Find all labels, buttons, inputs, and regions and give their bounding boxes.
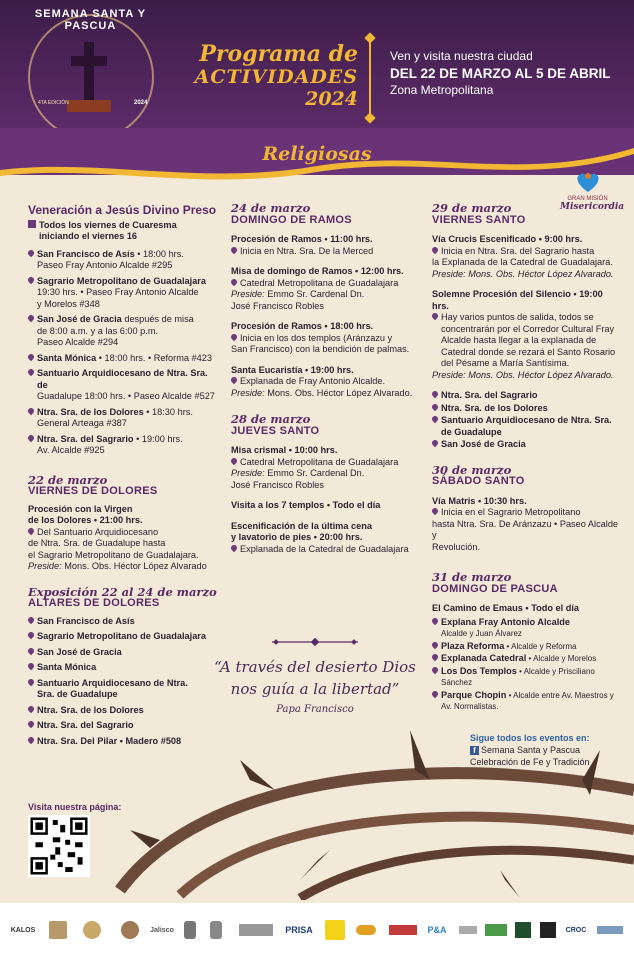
place-name: San José de Gracia	[441, 439, 526, 449]
place-name: Parque Chopin	[441, 689, 507, 700]
event-block	[231, 445, 421, 491]
place-time: • 18:00 hrs. • Reforma #423	[96, 352, 212, 363]
preside-name: Mons. Obs. Héctor López Alvarado.	[468, 268, 614, 279]
quote-text: “A través del desierto Dios nos guía a la libertad”	[214, 658, 416, 698]
location-pin-icon	[28, 354, 34, 362]
place-address: Alcalde y Juan Álvarez	[441, 629, 522, 638]
event-block	[432, 496, 622, 554]
visit-line: Ven y visita nuestra ciudad	[390, 49, 533, 63]
list-item	[432, 653, 622, 665]
location-pin-icon	[432, 667, 438, 675]
preside-name: Mons. Obs. Héctor López Alvarado.	[468, 369, 614, 380]
place-address: 19:30 hrs. • Paseo Fray Antonio Alcalde	[37, 287, 199, 297]
event-logo	[18, 8, 163, 142]
shield-icon	[182, 918, 198, 942]
jueves-title: JUEVES SANTO	[231, 424, 320, 437]
list-item	[28, 368, 218, 403]
location-pin-icon	[28, 679, 34, 687]
place-name: Ntra. Sra. del Sagrario	[37, 720, 134, 730]
preside-name: Emmo Sr. Cardenal Dn.	[267, 289, 365, 299]
event-name: Procesión con la Virgen	[28, 503, 133, 514]
event-location: Revolución.	[432, 541, 481, 552]
visit-info	[390, 48, 611, 99]
column-left	[28, 205, 218, 751]
event-block	[432, 289, 622, 381]
event-name: Visita a los 7 templos • Todo el día	[231, 500, 381, 510]
place-name: de Guadalupe	[441, 426, 502, 437]
section-title: Religiosas	[262, 143, 372, 165]
visit-dates: DEL 22 DE MARZO AL 5 DE ABRIL	[390, 66, 611, 81]
event-location: Catedral Metropolitana de Guadalajara	[240, 456, 399, 467]
veneracion-when-line2: iniciando el viernes 16	[39, 231, 138, 241]
location-pin-icon	[432, 508, 438, 516]
gran-mision-line1: GRAN MISIÓN	[567, 196, 608, 202]
location-pin-icon	[231, 279, 237, 287]
place-name: Santuario Arquidiocesano de Ntra.	[37, 677, 188, 688]
place-time: de 8:00 a.m. y a las 6:00 p.m.	[37, 325, 159, 336]
place-name: Santuario Arquidiocesano de Ntra. Sra.	[441, 415, 612, 425]
column-middle	[231, 203, 421, 564]
viernes-date: 29 de marzo	[432, 201, 512, 215]
place-name: Ntra. Sra. de los Dolores	[37, 704, 144, 715]
location-pin-icon	[432, 440, 438, 448]
list-item	[28, 647, 218, 659]
event-block	[231, 500, 421, 512]
program-title	[190, 42, 358, 110]
event-location: el Sagrario Metropolitano de Guadalajara.	[28, 549, 199, 560]
event-name: Vía Matris • 10:30 hrs.	[432, 495, 527, 506]
gran-mision-line2: Misericordia	[560, 202, 625, 212]
place-name: Los Dos Templos	[441, 665, 517, 676]
cross-icon	[67, 42, 111, 112]
ramos-title: DOMINGO DE RAMOS	[231, 213, 352, 226]
event-name: Misa de domingo de Ramos • 12:00 hrs.	[231, 266, 404, 276]
list-item	[28, 407, 218, 430]
calendar-icon	[28, 220, 36, 228]
ornament-divider	[272, 638, 358, 646]
preside-label: Preside:	[432, 369, 466, 380]
place-name: Ntra. Sra. Del Pilar • Madero #508	[37, 735, 182, 746]
event-name: Santa Eucaristía • 19:00 hrs.	[231, 364, 354, 375]
event-block	[432, 234, 622, 280]
place-name: Ntra. Sra. de los Dolores	[37, 406, 144, 417]
event-name: Procesión de Ramos • 11:00 hrs.	[231, 234, 373, 244]
list-item	[432, 617, 622, 640]
place-time: • 18:30 hrs.	[143, 406, 193, 417]
list-item	[432, 666, 622, 689]
location-pin-icon	[28, 632, 34, 640]
event-block	[231, 365, 421, 400]
event-location: Inicia en Ntra. Sra. del Sagrario hasta	[441, 245, 595, 256]
place-address: y Morelos #348	[37, 298, 100, 309]
seal-icon	[80, 918, 104, 942]
preside-label: Preside:	[231, 289, 265, 299]
preside-name: Emmo Sr. Cardenal Dn.	[267, 468, 365, 478]
location-pin-icon	[432, 404, 438, 412]
sponsor-logo	[458, 918, 478, 942]
place-address: • Alcalde entre Av. Maestros y	[506, 690, 614, 700]
place-name: San Francisco de Asís	[37, 615, 135, 626]
place-time: • 18:00 hrs.	[134, 248, 184, 259]
location-pin-icon	[28, 435, 34, 443]
event-block	[231, 321, 421, 356]
event-location: hasta Ntra. Sra. De Aránzazu • Paseo Alcalde y	[432, 518, 619, 540]
event-location: la Explanada de la Catedral de Guadalajara.	[432, 257, 613, 267]
place-time: después de misa	[121, 314, 194, 324]
location-pin-icon	[231, 545, 237, 553]
location-pin-icon	[28, 408, 34, 416]
list-item	[28, 616, 218, 628]
seal-icon	[118, 918, 142, 942]
place-address: Paseo Alcalde #294	[37, 337, 119, 347]
location-pin-icon	[231, 377, 237, 385]
preside-label: Preside:	[432, 268, 466, 279]
visit-zone: Zona Metropolitana	[390, 83, 494, 97]
event-location: Inicia en Ntra. Sra. De la Merced	[240, 245, 374, 256]
veneracion-when-line1: Todos los viernes de Cuaresma	[39, 219, 177, 230]
place-name: Santuario Arquidiocesano de Ntra. Sra. de	[37, 368, 208, 390]
location-pin-icon	[28, 315, 34, 323]
logo-year: 2024	[134, 100, 148, 106]
sponsor-logo	[388, 918, 418, 942]
preside-label: Preside:	[231, 387, 265, 398]
sponsor-logo	[355, 918, 377, 942]
place-name: Sagrario Metropolitano de Guadalajara	[37, 275, 206, 286]
logo-title: SEMANA SANTA Y PASCUA	[34, 8, 147, 32]
place-name: Ntra. Sra. del Sagrario	[37, 433, 134, 444]
list-item	[28, 631, 218, 643]
location-pin-icon	[28, 663, 34, 671]
event-time: y lavatorio de pies • 20:00 hrs.	[231, 532, 363, 542]
follow-title: Sigue todos los eventos en:	[470, 733, 590, 743]
preside-label: Preside:	[231, 468, 265, 478]
location-pin-icon	[432, 416, 438, 424]
place-address: • Alcalde y Morelos	[526, 654, 597, 663]
place-name: Sagrario Metropolitano de Guadalajara	[37, 631, 206, 641]
pascua-title: DOMINGO DE PASCUA	[432, 582, 558, 595]
location-pin-icon	[28, 528, 34, 536]
event-location: Explanada de la Catedral de Guadalajara	[240, 543, 409, 554]
location-pin-icon	[231, 334, 237, 342]
event-location	[432, 312, 622, 370]
location-pin-icon	[28, 706, 34, 714]
program-title-line2: ACTIVIDADES	[194, 66, 358, 88]
list-item	[28, 314, 218, 349]
event-name: Escenificación de la última cena	[231, 520, 372, 531]
event-name: Misa crismal • 10:00 hrs.	[231, 445, 338, 455]
location-pin-icon	[28, 648, 34, 656]
place-name: Ntra. Sra. del Sagrario	[441, 390, 538, 400]
logo-edition: 4TA EDICIÓN	[38, 100, 69, 106]
place-name: Plaza Reforma	[441, 640, 505, 651]
viernes-title: VIERNES SANTO	[432, 213, 526, 226]
place-name: Santa Mónica	[37, 662, 97, 672]
place-name: Sra. de Guadalupe	[37, 689, 118, 699]
event-block	[231, 234, 421, 257]
quote-author: Papa Francisco	[276, 704, 354, 715]
veneracion-when	[28, 220, 218, 243]
event-block	[231, 521, 421, 556]
visit-page-label: Visita nuestra página:	[28, 802, 122, 812]
sponsor-logo: KALOS	[10, 926, 36, 934]
dolores-date: 22 de marzo	[28, 472, 108, 487]
location-pin-icon	[432, 654, 438, 662]
sponsor-logo: PRISA	[285, 925, 313, 935]
sponsor-logo	[484, 918, 508, 942]
sponsor-logo: Jalisco	[150, 926, 174, 934]
cathedral-icon	[238, 918, 274, 942]
place-address: • Alcalde y Prisciliano Sánchez	[441, 666, 595, 687]
location-pin-icon	[28, 277, 34, 285]
list-item	[28, 353, 218, 365]
preside-name: Mons. Obs. Héctor López Alvarado	[61, 561, 207, 571]
altares-title: ALTARES DE DOLORES	[28, 597, 160, 609]
program-title-line1: Programa de	[199, 41, 358, 67]
place-name: Explanada Catedral	[441, 653, 527, 663]
place-name: Ntra. Sra. de los Dolores	[441, 402, 548, 413]
location-pin-icon	[231, 247, 237, 255]
shield-icon	[208, 918, 224, 942]
dolores-title: VIERNES DE DOLORES	[28, 485, 158, 497]
event-block	[231, 266, 421, 312]
sabado-date: 30 de marzo	[432, 462, 512, 477]
event-location: Catedral Metropolitana de Guadalajara	[240, 277, 399, 288]
qr-code[interactable]	[28, 815, 90, 877]
ramos-date: 24 de marzo	[231, 201, 311, 215]
list-item	[432, 439, 622, 451]
location-pin-icon	[28, 250, 34, 258]
place-name: San José de Gracia	[37, 314, 122, 324]
list-item	[432, 403, 622, 415]
sponsor-logo: CROC	[565, 926, 587, 934]
church-icon	[46, 918, 70, 942]
event-description: Hay varios puntos de salida, todos se concentrarán por el Corredor Cultural Fray Alcalde hasta llegar a la explanada de Catedral donde se rezará el Santo Rosario del Pésame a María Santísima.	[441, 312, 616, 368]
altares-date: Exposición 22 al 24 de marzo	[28, 584, 217, 599]
place-address: • Alcalde y Reforma	[504, 641, 577, 651]
facebook-page-name: Semana Santa y Pascua	[481, 745, 581, 755]
preside-name: Mons. Obs. Héctor López Alvarado.	[267, 387, 413, 398]
event-location: San Francisco) con la bendición de palmas.	[231, 344, 410, 354]
list-item	[28, 705, 218, 717]
place-name: Explana Fray Antonio Alcalde	[441, 616, 570, 627]
quote-block	[200, 656, 430, 715]
place-name: San José de Gracia	[37, 646, 122, 657]
event-time: de los Dolores • 21:00 hrs.	[28, 515, 143, 525]
dolores-event	[28, 504, 218, 573]
list-item	[28, 249, 218, 272]
event-location: Inicia en los dos templos (Aránzazu y	[240, 332, 393, 343]
place-address: Guadalupe 18:00 hrs. • Paseo Alcalde #527	[37, 391, 215, 401]
place-address: General Arteaga #387	[37, 418, 127, 428]
pascua-date: 31 de marzo	[432, 570, 512, 584]
location-pin-icon	[28, 617, 34, 625]
facebook-icon: f	[470, 746, 479, 755]
list-item	[432, 690, 622, 713]
event-location: Del Santuario Arquidiocesano	[37, 526, 159, 537]
sponsor-logo	[539, 918, 557, 942]
sponsor-logo	[324, 918, 346, 942]
list-item	[28, 276, 218, 311]
location-pin-icon	[432, 247, 438, 255]
veneracion-title: Veneración a Jesús Divino Preso	[28, 203, 217, 217]
list-item	[432, 641, 622, 653]
heart-icon	[573, 170, 603, 194]
event-name: Solemne Procesión del Silencio • 19:00 hrs.	[432, 289, 603, 311]
event-location: Inicia en el Sagrario Metropolitano	[441, 507, 581, 517]
list-item	[28, 662, 218, 674]
column-right	[432, 201, 625, 714]
event-location: Explanada de Fray Antonio Alcalde.	[240, 376, 386, 386]
location-pin-icon	[432, 391, 438, 399]
list-item	[432, 390, 622, 402]
place-time: • 19:00 hrs.	[133, 433, 183, 444]
event-name: Procesión de Ramos • 18:00 hrs.	[231, 321, 374, 331]
location-pin-icon	[432, 313, 438, 321]
facebook-page-subtitle: Celebración de Fe y Tradición	[470, 757, 590, 767]
place-name: Santa Mónica	[37, 352, 97, 363]
event-name: El Camino de Emaus • Todo el día	[432, 603, 580, 613]
event-name: Vía Crucis Escenificado • 9:00 hrs.	[432, 234, 583, 244]
jueves-date: 28 de marzo	[231, 412, 311, 426]
location-pin-icon	[28, 369, 34, 377]
place-address: Av. Alcalde #925	[37, 445, 105, 455]
sponsor-footer	[0, 903, 634, 960]
location-pin-icon	[432, 618, 438, 626]
location-pin-icon	[432, 642, 438, 650]
location-pin-icon	[432, 691, 438, 699]
place-address: Av. Normalistas.	[441, 702, 499, 711]
sponsor-logo	[514, 918, 532, 942]
sabado-title: SÁBADO SANTO	[432, 475, 525, 487]
list-item	[28, 434, 218, 457]
header-divider	[369, 38, 371, 118]
sponsor-logo: P&A	[427, 925, 447, 935]
event-location: de Ntra. Sra. de Guadalupe hasta	[28, 538, 166, 548]
sponsor-logo	[596, 918, 624, 942]
list-item	[28, 678, 218, 701]
preside-name: José Francisco Robles	[231, 300, 324, 311]
preside-name: José Francisco Robles	[231, 479, 324, 490]
place-name: San Francisco de Asís	[37, 248, 135, 259]
location-pin-icon	[231, 458, 237, 466]
program-title-line3: 2024	[305, 88, 358, 110]
place-address: Paseo Fray Antonio Alcalde #295	[37, 260, 173, 270]
list-item	[432, 415, 622, 438]
preside-label: Preside:	[28, 561, 62, 571]
